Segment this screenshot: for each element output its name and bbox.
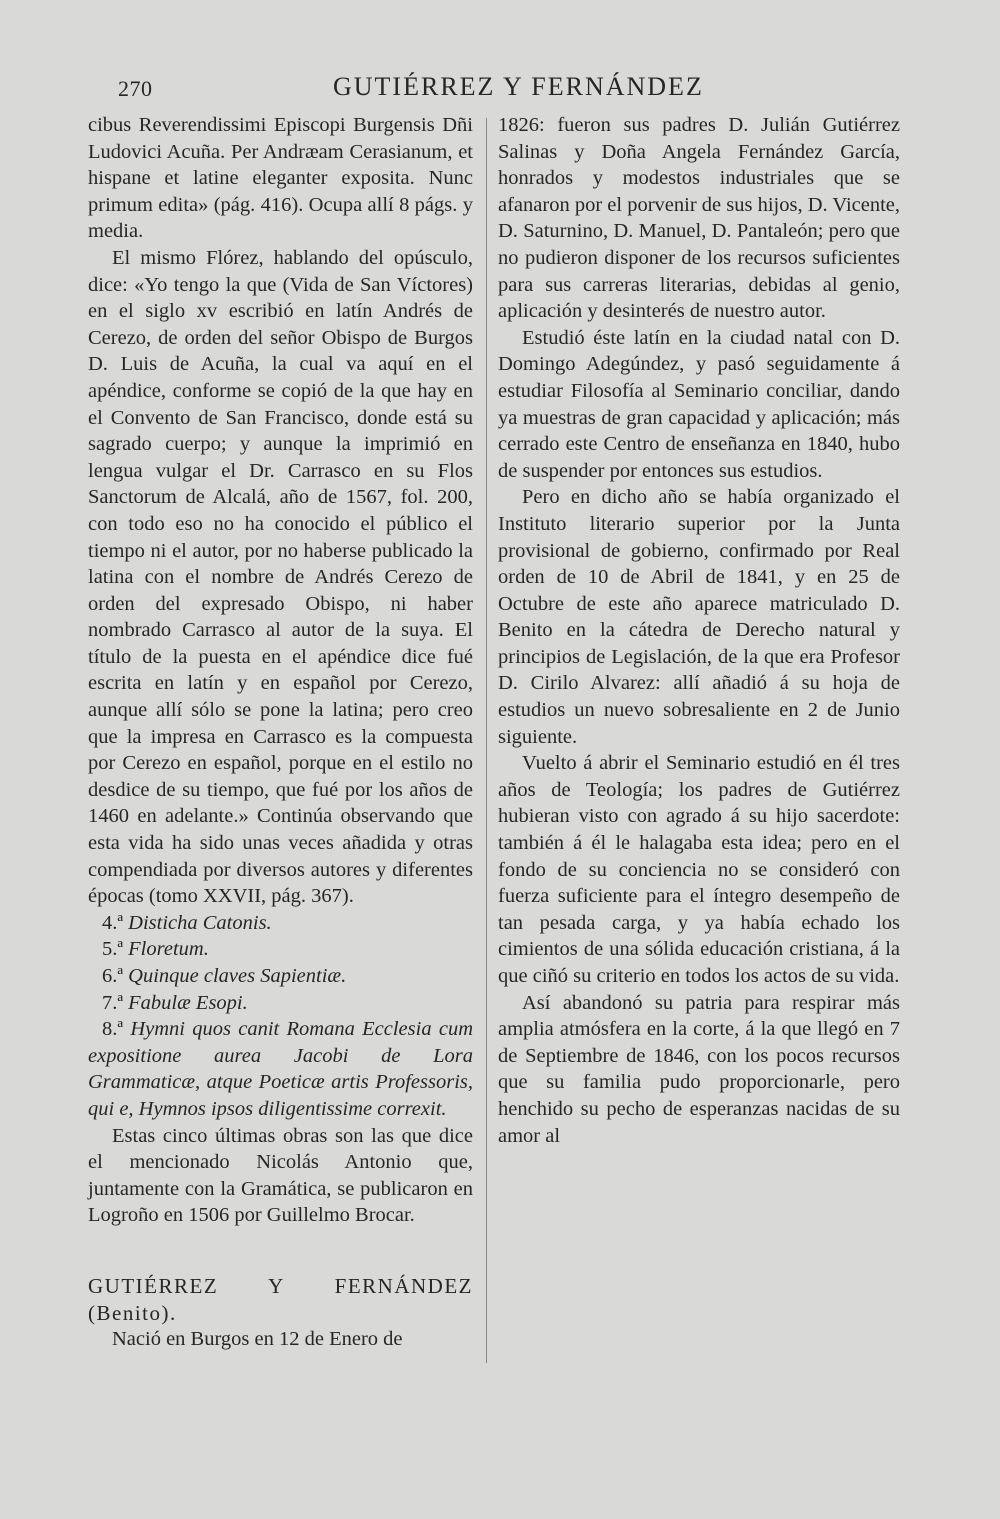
running-title: GUTIÉRREZ Y FERNÁNDEZ [333, 72, 704, 101]
works-list-item [88, 936, 473, 963]
works-list-item [88, 990, 473, 1017]
paragraph: Pero en dicho año se había organizado el Instituto literario superior por la Junta provisional de gobierno, confirmado por Real orden de 10 de Abril de 1841, y en 25 de Octubre de este año aparece matriculado D. Benito en la cátedra de Derecho natural y principios de Legislación, de la que era Profesor D. Cirilo Alvarez: allí añadió á su hoja de estudios un nuevo sobresaliente en 2 de Junio siguiente. [498, 486, 900, 748]
paragraph: cibus Reverendissimi Episcopi Burgensis Dñi Ludovici Acuña. Per Andræam Cerasianum, et hispane et latine eleganter exposita. Nunc primum edita» (pág. 416). Ocupa allí 8 págs. y media. [88, 114, 473, 243]
item-title: Floretum. [128, 938, 209, 961]
paragraph: Así abandonó su patria para respirar más amplia atmósfera en la corte, á la que llegó en 7 de Septiembre de 1846, con los pocos recursos que su familia pudo proporcionarle, pero henchido su pecho de esperanzas nacidas de su amor al [498, 991, 900, 1147]
item-title: Quinque claves Sapientiæ. [128, 965, 347, 987]
item-number: 8.ª [102, 1018, 124, 1041]
paragraph: Nació en Burgos en 12 de Enero de [112, 1328, 403, 1351]
column-divider [486, 118, 487, 1363]
item-number: 5.ª [102, 938, 124, 961]
works-list [88, 910, 473, 1123]
item-number: 7.ª [102, 991, 124, 1014]
paragraph: Estudió éste latín en la ciudad natal con D. Domingo Adegúndez, y pasó seguidamente á estudiar Filosofía al Seminario conciliar, dando ya muestras de gran capacidad y aplicación; más cerrado este Centro de enseñanza en 1840, hubo de suspender por entonces sus estudios. [498, 326, 900, 482]
item-title: Fabulæ Esopi. [128, 991, 248, 1014]
works-list-item [88, 963, 473, 990]
paragraph: El mismo Flórez, hablando del opúsculo, dice: «Yo tengo la que (Vida de San Víctores) en el siglo xv escribió en latín Andrés de Cerezo, de orden del señor Obispo de Burgos D. Luis de Acuña, la cual va aquí en el apéndice, conforme se copió de la que hay en el Convento de San Francisco, donde está su sagrado cuerpo; y aunque la imprimió en lengua vulgar el Dr. Carrasco en su Flos Sanctorum de Alcalá, año de 1567, fol. 200, con todo eso no ha conocido el público el tiempo ni el autor, por no haberse publicado la latina con el nombre de Andrés Cerezo de orden del expresado Obispo, ni haber nombrado Carrasco al autor de la suya. El título de la puesta en el apéndice dice fué escrita en latín y en español por Cerezo, aunque allí sólo se pone la latina; pero creo que la impresa en Carrasco es la compuesta por Cerezo en español, porque en el estilo no desdice de su tiempo, que fué por los años de 1460 en adelante.» Continúa observando que esta vida ha sido unas veces añadida y otras compendiada por diversos autores y diferentes épocas (tomo XXVII, pág. 367). [88, 246, 473, 908]
works-list-item [88, 1016, 473, 1122]
right-column [498, 112, 900, 1149]
paragraph: 1826: fueron sus padres D. Julián Gutiérrez Salinas y Doña Angela Fernández García, honrados y modestos industriales que se afanaron por el porvenir de sus hijos, D. Vicente, D. Saturnino, D. Manuel, D. Pantaleón; pero que no pudieron disponer de los recursos suficientes para sus carreras literarias, debidas al genio, aplicación y desinterés de nuestro autor. [498, 114, 901, 323]
works-list-item [88, 910, 473, 937]
paragraph: Estas cinco últimas obras son las que dice el mencionado Nicolás Antonio que, juntamente con la Gramática, se publicaron en Logroño en 1506 por Guillelmo Brocar. [88, 1124, 473, 1227]
paragraph: Vuelto á abrir el Seminario estudió en él tres años de Teología; los padres de Gutiérrez hubieran visto con agrado á su hijo sacerdote: también á él le halagaba esta idea; pero en el fondo de su conciencia no se consideró con fuerza suficiente para el íntegro desempeño de tan pesada carga, y ya había echado los cimientos de una sólida educación cristiana, á la que ciñó su criterio en todos los actos de su vida. [498, 752, 900, 987]
entry-heading: GUTIÉRREZ Y FERNÁNDEZ (Benito). [88, 1273, 473, 1325]
page-header [118, 72, 898, 106]
item-number: 4.ª [102, 911, 124, 934]
page-number: 270 [118, 76, 153, 101]
item-number: 6.ª [102, 965, 124, 987]
item-title: Disticha Catonis. [128, 911, 272, 934]
left-column [88, 112, 473, 1353]
item-title: Hymni quos canit Romana Ecclesia cum expositione aurea Jacobi de Lora Grammaticæ, atque Poeticæ artis Professoris, qui e, Hymnos ipsos diligentissime correxit. [88, 1018, 473, 1120]
